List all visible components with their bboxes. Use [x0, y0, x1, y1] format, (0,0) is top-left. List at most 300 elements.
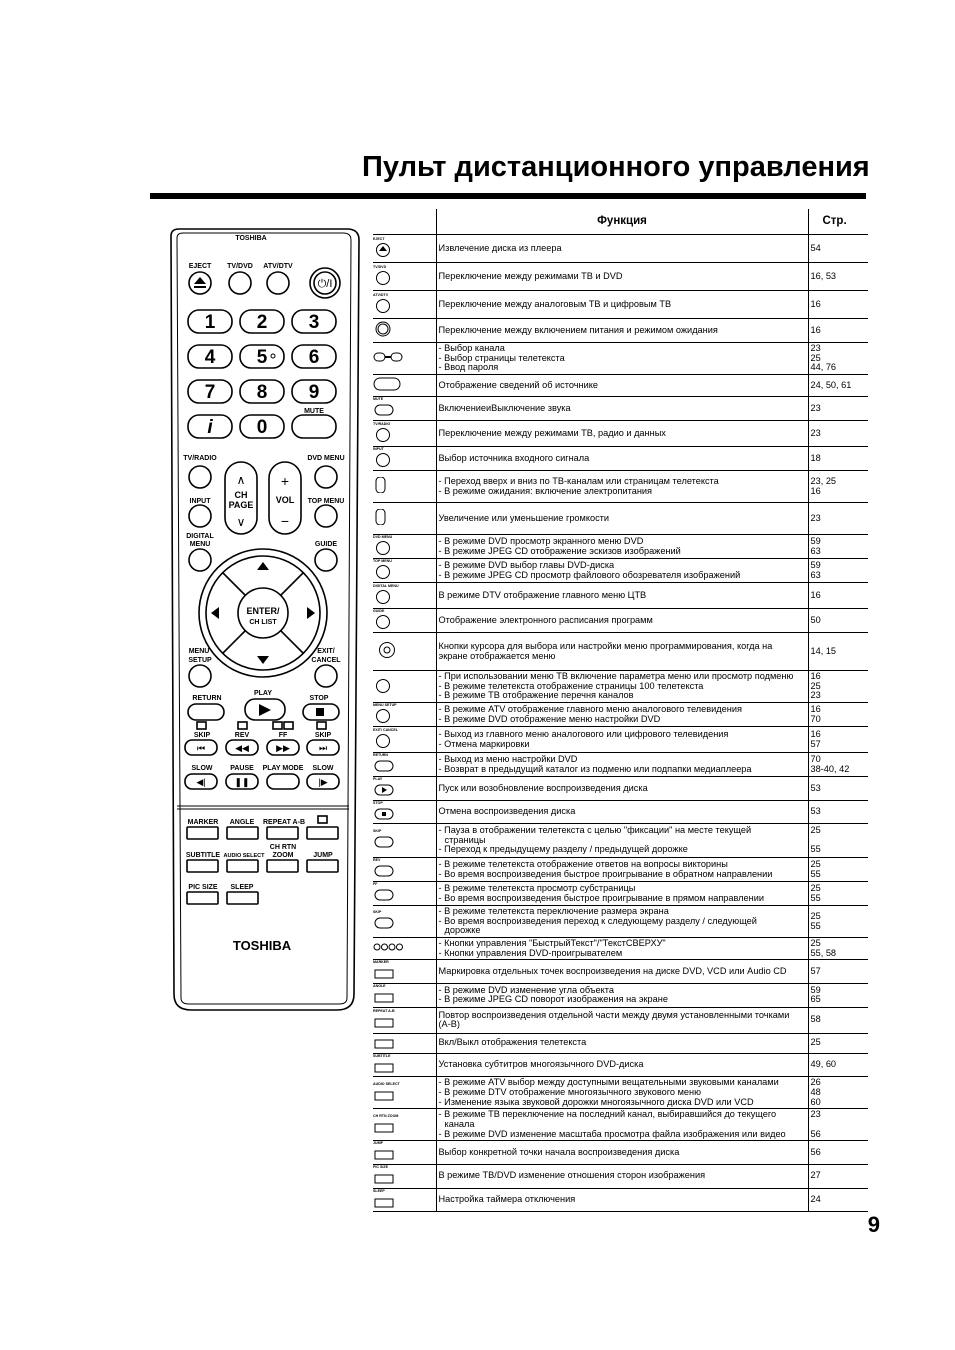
row-icon-label: SKIP — [373, 829, 382, 834]
row-icon-label: DVD MENU — [373, 535, 393, 540]
slow-forward-label: SLOW — [312, 765, 334, 772]
row-icon-cell — [373, 960, 436, 984]
row-function — [436, 960, 808, 984]
table-row — [373, 1033, 868, 1053]
page-ref: 70 — [810, 753, 821, 764]
stop-icon — [316, 708, 324, 716]
function-text: - В режиме телетекста просмотр субстраницы — [438, 883, 636, 894]
power-icon: ⏻/I — [317, 278, 333, 290]
function-text: Переключение между режимами ТВ и DVD — [438, 270, 623, 281]
tv-radio-label: TV/RADIO — [183, 455, 217, 462]
digital-menu-label-1: DIGITAL — [186, 533, 214, 540]
row-page — [808, 671, 868, 703]
function-text: В режиме DTV отображение главного меню ЦТВ — [438, 589, 647, 600]
top-menu-button — [315, 505, 337, 527]
repeat-ab-button-icon — [373, 1013, 403, 1029]
function-text: - Выбор канала — [438, 343, 505, 354]
atv-dtv-button-icon — [373, 297, 403, 313]
skip-back-icon: ⏮ — [196, 743, 206, 753]
teletext-subpage-icon — [273, 722, 282, 729]
function-text: Пуск или возобновление воспроизведения диска — [438, 782, 648, 793]
table-row — [373, 906, 868, 938]
pic-size-button — [187, 892, 218, 904]
table-row — [373, 1109, 868, 1141]
ff-label: FF — [278, 732, 288, 739]
page-ref: 24 — [810, 1194, 821, 1205]
function-text: Отмена воспроизведения диска — [438, 806, 576, 817]
menu-label-2: SETUP — [188, 657, 212, 664]
row-function — [436, 1109, 808, 1141]
ch-label: CH — [234, 490, 248, 500]
remote-brand-logo: TOSHIBA — [232, 938, 292, 953]
row-icon-cell — [373, 938, 436, 960]
page-ref: 23 — [810, 343, 821, 354]
rev-icon: ◀◀ — [235, 743, 249, 753]
row-icon-cell — [373, 753, 436, 777]
function-text: - Пауза в отображении телетекста с целью "фиксации" на месте текущей — [438, 825, 752, 836]
function-text: - Переход к предыдущему разделу / предыдущей дорожке — [438, 844, 688, 855]
row-page — [808, 447, 868, 471]
digital-menu-button — [189, 549, 211, 571]
row-icon-cell — [373, 1188, 436, 1212]
row-icon-cell — [373, 503, 436, 535]
function-text: - Выход из главного меню аналогового или цифрового телевидения — [438, 728, 729, 739]
teletext-mode-icon — [318, 816, 327, 823]
table-row — [373, 1007, 868, 1033]
row-icon-cell — [373, 471, 436, 503]
row-page — [808, 1188, 868, 1212]
row-icon-cell — [373, 1033, 436, 1053]
row-icon-label: REPEAT A-B — [373, 1008, 395, 1013]
row-function — [436, 421, 808, 447]
row-icon-label: CH RTN ZOOM — [373, 1113, 399, 1118]
row-function — [436, 609, 808, 633]
page-ref: 56 — [810, 1128, 821, 1139]
row-page — [808, 1109, 868, 1141]
row-icon-label: PIC SIZE — [373, 1164, 388, 1169]
table-row — [373, 938, 868, 960]
play-mode-label: PLAY MODE — [262, 765, 304, 772]
subtitle-button — [187, 860, 218, 872]
table-header-row — [373, 209, 868, 235]
row-icon-cell — [373, 319, 436, 343]
exit-cancel-button-icon — [373, 732, 403, 748]
function-text: - В режиме JPEG CD поворот изображения на экране — [438, 994, 668, 1005]
function-text: дорожке — [444, 925, 481, 936]
row-page — [808, 800, 868, 824]
row-function — [436, 882, 808, 906]
row-icon-label: MARKER — [373, 960, 389, 965]
function-text: - Переход вверх и вниз по ТВ-каналам или страницам телетекста — [438, 475, 719, 486]
row-icon-cell — [373, 263, 436, 291]
digit-9-label: 9 — [308, 382, 320, 403]
ch-page-button-icon — [373, 477, 403, 493]
jump-button-icon — [373, 1145, 403, 1161]
page-ref: 55 — [810, 844, 821, 855]
digit-5-label: 5 — [256, 347, 268, 368]
sleep-button-icon — [373, 1193, 403, 1209]
header-icon-col — [373, 209, 436, 235]
ch-down-icon: ∨ — [236, 515, 246, 529]
row-page — [808, 609, 868, 633]
eject-button-icon — [373, 241, 403, 257]
page-number: 9 — [867, 1212, 880, 1237]
table-row — [373, 447, 868, 471]
row-icon-cell — [373, 983, 436, 1007]
function-text: Маркировка отдельных точек воспроизведения на диске DVD, VCD или Audio CD — [438, 965, 787, 976]
row-icon-label: TV/RADIO — [373, 422, 391, 427]
sleep-button — [227, 892, 258, 904]
ch-list-label: CH LIST — [249, 619, 277, 626]
pause-icon: ❚❚ — [234, 777, 250, 787]
page-ref: 65 — [810, 994, 821, 1005]
row-function — [436, 447, 808, 471]
page-ref: 55, 58 — [810, 947, 837, 958]
function-text: - Кнопки управления DVD-проигрывателем — [438, 947, 623, 958]
digit-4-label: 4 — [204, 347, 216, 368]
function-text: Настройка таймера отключения — [438, 1194, 576, 1205]
row-function — [436, 319, 808, 343]
marker-label: MARKER — [187, 819, 219, 826]
function-text: - В режиме DVD выбор главы DVD-диска — [438, 559, 615, 570]
page-ref: 53 — [810, 782, 821, 793]
function-text: - В режиме ТВ переключение на последний канал, выбиравшийся до текущего — [438, 1109, 777, 1120]
row-icon-cell — [373, 858, 436, 882]
input-label: INPUT — [189, 498, 211, 505]
pic-size-label: PIC SIZE — [188, 884, 218, 891]
sleep-label: SLEEP — [230, 884, 254, 891]
eject-icon — [194, 277, 206, 288]
function-text: канала — [444, 1119, 475, 1130]
row-page — [808, 503, 868, 535]
table-row — [373, 397, 868, 421]
digital-menu-label-2: MENU — [189, 541, 211, 548]
row-function — [436, 1007, 808, 1033]
vol-up-icon: + — [280, 473, 290, 489]
angle-button-icon — [373, 988, 403, 1004]
function-text: Извлечение диска из плеера — [438, 242, 562, 253]
mute-button — [292, 415, 336, 438]
title-rule — [150, 193, 866, 199]
volume-button-icon — [373, 509, 403, 525]
row-page — [808, 421, 868, 447]
angle-button — [227, 827, 258, 839]
row-icon-label: ANGLE — [373, 983, 386, 988]
row-function — [436, 671, 808, 703]
power-button-icon — [373, 321, 403, 337]
row-page — [808, 633, 868, 671]
page-ref: 26 — [810, 1077, 821, 1088]
row-icon-cell — [373, 1053, 436, 1077]
table-row — [373, 291, 868, 319]
page-ref: 25 — [810, 883, 821, 894]
row-page — [808, 583, 868, 609]
input-button — [189, 505, 211, 527]
function-text: - Выбор страницы телетекста — [438, 352, 565, 363]
play-label: PLAY — [253, 690, 273, 697]
row-function — [436, 583, 808, 609]
row-icon-cell — [373, 1109, 436, 1141]
page-ref: 23 — [810, 1109, 821, 1120]
row-function — [436, 535, 808, 559]
page-ref: 59 — [810, 535, 821, 546]
page-ref: 23 — [810, 512, 821, 523]
function-table — [373, 209, 868, 1212]
stop-button-icon — [373, 805, 403, 821]
repeat-ab-label: REPEAT A-B — [263, 819, 305, 826]
page-ref: 25 — [810, 352, 821, 363]
row-function — [436, 263, 808, 291]
table-row — [373, 319, 868, 343]
digit-7-label: 7 — [204, 382, 216, 403]
tv-radio-button-icon — [373, 426, 403, 442]
page-ref: 63 — [810, 569, 821, 580]
mute-label: MUTE — [304, 408, 324, 415]
function-text: - В режиме DVD изменение масштаба просмотра файла изображения или видео — [438, 1128, 786, 1139]
function-text: Переключение между режимами ТВ, радио и данных — [438, 427, 666, 438]
rev-label: REV — [234, 732, 250, 739]
tv-dvd-button-icon — [373, 269, 403, 285]
row-function — [436, 938, 808, 960]
row-icon-label: GUIDE — [373, 609, 385, 614]
page-ref: 16 — [810, 298, 821, 309]
vol-label: VOL — [275, 495, 295, 505]
row-page — [808, 906, 868, 938]
row-function — [436, 703, 808, 727]
jump-button — [307, 860, 338, 872]
row-icon-cell — [373, 609, 436, 633]
table-row — [373, 882, 868, 906]
skip-back-label: SKIP — [193, 732, 211, 739]
subtitle-label: SUBTITLE — [185, 852, 221, 859]
function-text: Переключение между включением питания и режимом ожидания — [438, 324, 718, 335]
row-icon-cell — [373, 777, 436, 801]
row-icon-cell — [373, 1077, 436, 1109]
page-ref: 25 — [810, 1037, 821, 1048]
digit-3-label: 3 — [308, 312, 320, 333]
row-icon-cell — [373, 535, 436, 559]
table-row — [373, 421, 868, 447]
subtitle-button-icon — [373, 1058, 403, 1074]
table-row — [373, 800, 868, 824]
row-page — [808, 1033, 868, 1053]
row-icon-cell — [373, 375, 436, 397]
function-text: Вкл/Выкл отображения телетекста — [438, 1037, 587, 1048]
enter-label: ENTER/ — [246, 606, 280, 616]
function-text: - Выход из меню настройки DVD — [438, 753, 578, 764]
row-icon-cell — [373, 1007, 436, 1033]
tv-dvd-label: TV/DVD — [227, 263, 253, 270]
row-icon-label: JUMP — [373, 1141, 383, 1146]
function-text: - В режиме телетекста отображение ответов на вопросы викторины — [438, 859, 728, 870]
table-row — [373, 343, 868, 375]
row-icon-cell — [373, 343, 436, 375]
menu-setup-button — [189, 665, 211, 687]
page-ref: 56 — [810, 1146, 821, 1157]
page-ref: 70 — [810, 713, 821, 724]
page-ref: 14, 15 — [810, 645, 837, 656]
page-ref: 59 — [810, 984, 821, 995]
row-page — [808, 777, 868, 801]
row-icon-label: STOP — [373, 800, 383, 805]
row-page — [808, 235, 868, 263]
function-text: Переключение между аналоговым ТВ и цифровым ТВ — [438, 298, 672, 309]
digit-8-label: 8 — [256, 382, 268, 403]
function-text: - Во время воспроизведения быстрое проигрывание в прямом направлении — [438, 892, 764, 903]
table-row — [373, 235, 868, 263]
page-ref: 24, 50, 61 — [810, 379, 852, 390]
row-icon-label: SKIP — [373, 910, 382, 915]
row-icon-label: EXIT/ CANCEL — [373, 728, 398, 733]
skip-forward-button-icon — [373, 914, 403, 930]
row-icon-cell — [373, 906, 436, 938]
ff-icon: ▶▶ — [276, 743, 290, 753]
teletext-hold-icon — [197, 722, 206, 729]
table-row — [373, 633, 868, 671]
function-text: - В режиме DVD просмотр экранного меню DVD — [438, 535, 644, 546]
table-row — [373, 777, 868, 801]
transport-buttons-icon — [373, 939, 403, 955]
play-button-icon — [373, 781, 403, 797]
teletext-button-icon — [373, 1034, 403, 1050]
function-text: - В режиме ATV отображение главного меню аналогового телевидения — [438, 703, 742, 714]
row-page — [808, 1077, 868, 1109]
audio-select-button-icon — [373, 1086, 403, 1102]
row-function — [436, 777, 808, 801]
row-icon-cell — [373, 583, 436, 609]
page-ref: 55 — [810, 920, 821, 931]
row-function — [436, 503, 808, 535]
slow-forward-icon: |▶ — [318, 777, 328, 787]
table-row — [373, 1188, 868, 1212]
table-row — [373, 471, 868, 503]
function-text: - Кнопки управления "БыстрыйТекст"/"ТекстСВЕРХУ" — [438, 938, 666, 949]
top-menu-label: TOP MENU — [307, 498, 345, 505]
row-page — [808, 1053, 868, 1077]
page-ref: 55 — [810, 892, 821, 903]
exit-label-1: EXIT/ — [317, 648, 335, 655]
function-text: - В режиме JPEG CD просмотр файлового обозревателя изображений — [438, 569, 741, 580]
function-text: Выбор конкретной точки начала воспроизведения диска — [438, 1146, 680, 1157]
table-row — [373, 824, 868, 858]
page-ref: 27 — [810, 1170, 821, 1181]
function-text: - В режиме телетекста отображение страницы 100 телетекста — [438, 680, 704, 691]
page-ref: 16 — [810, 324, 821, 335]
mute-button-icon — [373, 401, 403, 417]
function-text: (A-B) — [438, 1019, 460, 1030]
skip-forward-label: SKIP — [314, 732, 332, 739]
page-ref: 23 — [810, 402, 821, 413]
page-ref: 16 — [810, 589, 821, 600]
function-text: - В режиме JPEG CD отображение эскизов изображений — [438, 545, 681, 556]
row-function — [436, 800, 808, 824]
row-icon-cell — [373, 633, 436, 671]
ch-up-icon: ∧ — [236, 473, 246, 487]
function-text: - В режиме ATV выбор между доступными вещательными звуковыми каналами — [438, 1077, 779, 1088]
table-row — [373, 1164, 868, 1188]
row-page — [808, 727, 868, 753]
ch-rtn-label-2: ZOOM — [272, 852, 294, 859]
table-row — [373, 583, 868, 609]
row-page — [808, 983, 868, 1007]
cursor-pad-icon — [373, 642, 403, 658]
skip-forward-icon: ⏭ — [318, 743, 328, 753]
tv-radio-button — [189, 466, 211, 488]
row-icon-cell — [373, 447, 436, 471]
row-icon-cell — [373, 727, 436, 753]
row-function — [436, 1188, 808, 1212]
table-row — [373, 263, 868, 291]
function-text: - Ввод пароля — [438, 362, 499, 373]
function-text: Кнопки курсора для выбора или настройки меню программирования, когда на — [438, 640, 773, 651]
page-ref: 49, 60 — [810, 1059, 837, 1070]
row-icon-cell — [373, 800, 436, 824]
function-text: - В режиме DVD отображение меню настройки DVD — [438, 713, 661, 724]
row-icon-cell — [373, 824, 436, 858]
row-icon-label: PLAY — [373, 777, 383, 781]
row-function — [436, 753, 808, 777]
page-ref: 16, 53 — [810, 270, 837, 281]
row-page — [808, 1007, 868, 1033]
function-text: - В режиме DVD изменение угла объекта — [438, 984, 614, 995]
info-label: i — [207, 417, 213, 438]
marker-button — [187, 827, 218, 839]
function-text: Увеличение или уменьшение громкости — [438, 512, 610, 523]
row-icon-label: INPUT — [373, 447, 384, 452]
remote-control-illustration — [165, 228, 362, 1015]
dvd-menu-label: DVD MENU — [307, 455, 345, 462]
page-ref: 57 — [810, 738, 821, 749]
table-row — [373, 703, 868, 727]
menu-setup-button-icon — [373, 707, 403, 723]
row-page — [808, 882, 868, 906]
header-page: Стр. — [808, 209, 868, 235]
function-text: Выбор источника входного сигнала — [438, 452, 590, 463]
jump-label: JUMP — [313, 852, 333, 859]
page-ref: 16 — [810, 703, 821, 714]
row-icon-cell — [373, 1141, 436, 1165]
row-icon-label: MUTE — [373, 397, 384, 402]
skip-back-button-icon — [373, 833, 403, 849]
row-page — [808, 375, 868, 397]
row-icon-cell — [373, 421, 436, 447]
slow-back-label: SLOW — [191, 765, 213, 772]
function-text: - В режиме DTV отображение многоязычного звукового меню — [438, 1087, 701, 1098]
page-ref: 48 — [810, 1087, 821, 1098]
table-row — [373, 535, 868, 559]
row-page — [808, 319, 868, 343]
atv-dtv-button — [267, 272, 289, 294]
teletext-size-icon — [317, 722, 326, 729]
row-page — [808, 753, 868, 777]
page-ref: 57 — [810, 965, 821, 976]
pause-label: PAUSE — [230, 765, 254, 772]
page-ref: 23 — [810, 690, 821, 701]
page-ref: 63 — [810, 545, 821, 556]
function-text: - Возврат в предыдущий каталог из подменю или подпапки медиаплеера — [438, 763, 752, 774]
repeat-ab-button — [267, 827, 298, 839]
function-text: Отображение сведений об источнике — [438, 379, 598, 390]
row-page — [808, 938, 868, 960]
header-function: Функция — [436, 209, 808, 235]
table-row — [373, 1077, 868, 1109]
row-icon-label: FF — [373, 882, 378, 887]
ch-rtn-zoom-button — [267, 860, 298, 872]
table-row — [373, 609, 868, 633]
row-icon-label: TV/DVD — [373, 265, 387, 270]
function-text: - Во время воспроизведения быстрое проигрывание в обратном направлении — [438, 868, 773, 879]
page-ref: 16 — [810, 485, 821, 496]
